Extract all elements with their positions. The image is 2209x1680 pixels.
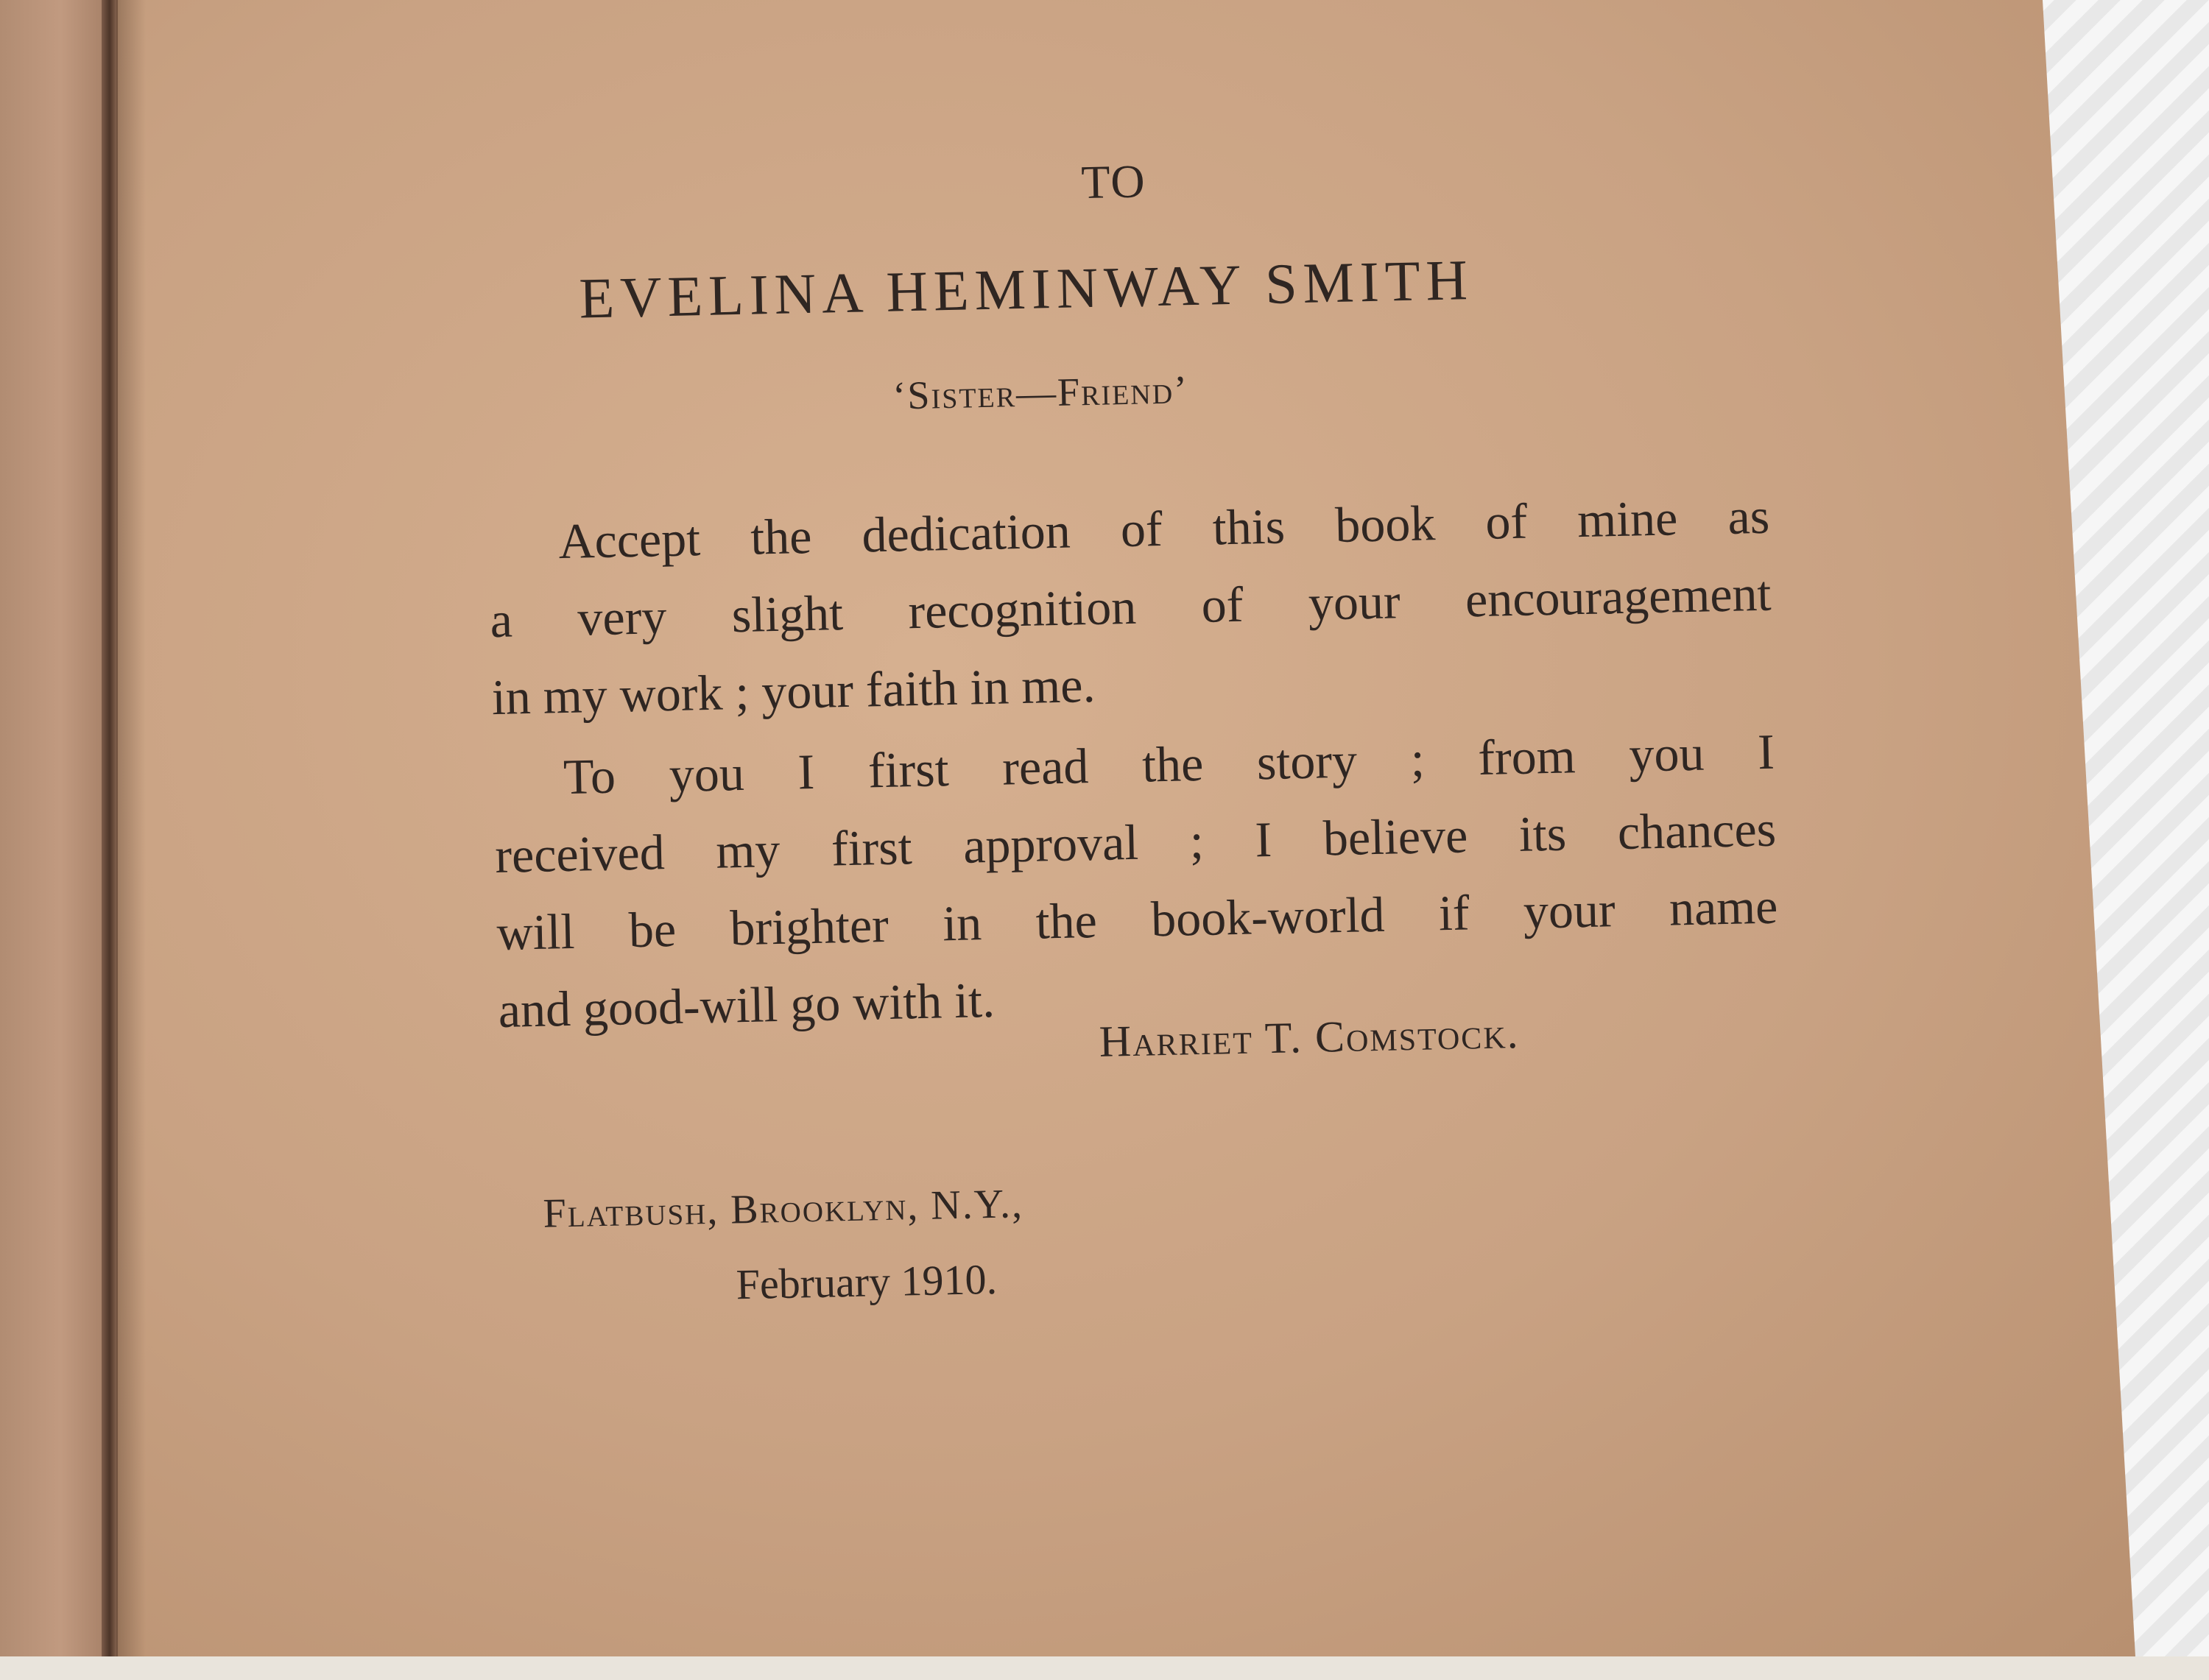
author-signature: Harriet T. Comstock. [1099, 1008, 1521, 1066]
paragraph-1-line-3: in my work ; your faith in me. [491, 656, 1096, 726]
paragraph-2-line-4: and good-will go with it. [497, 971, 996, 1038]
paragraph-1-line-2: a very slight recognition of your encouragement [489, 565, 1772, 649]
dedication-place: Flatbush, Brooklyn, N.Y., [542, 1181, 1024, 1237]
paragraph-1-line-1: Accept the dedication of this book of mine as [557, 487, 1770, 570]
dedicatee-subtitle: ‘Sister—Friend’ [892, 367, 1189, 418]
paragraph-2-line-1: To you I first read the story ; from you I [563, 723, 1775, 805]
paragraph-2-line-3: will be brighter in the book-world if your name [496, 878, 1779, 961]
paragraph-2-line-2: received my first approval ; I believe its chances [494, 800, 1777, 884]
dedication-date: February 1910. [735, 1254, 998, 1309]
dedication-to: TO [1080, 155, 1147, 209]
dedicatee-name: EVELINA HEMINWAY SMITH [578, 247, 1474, 331]
